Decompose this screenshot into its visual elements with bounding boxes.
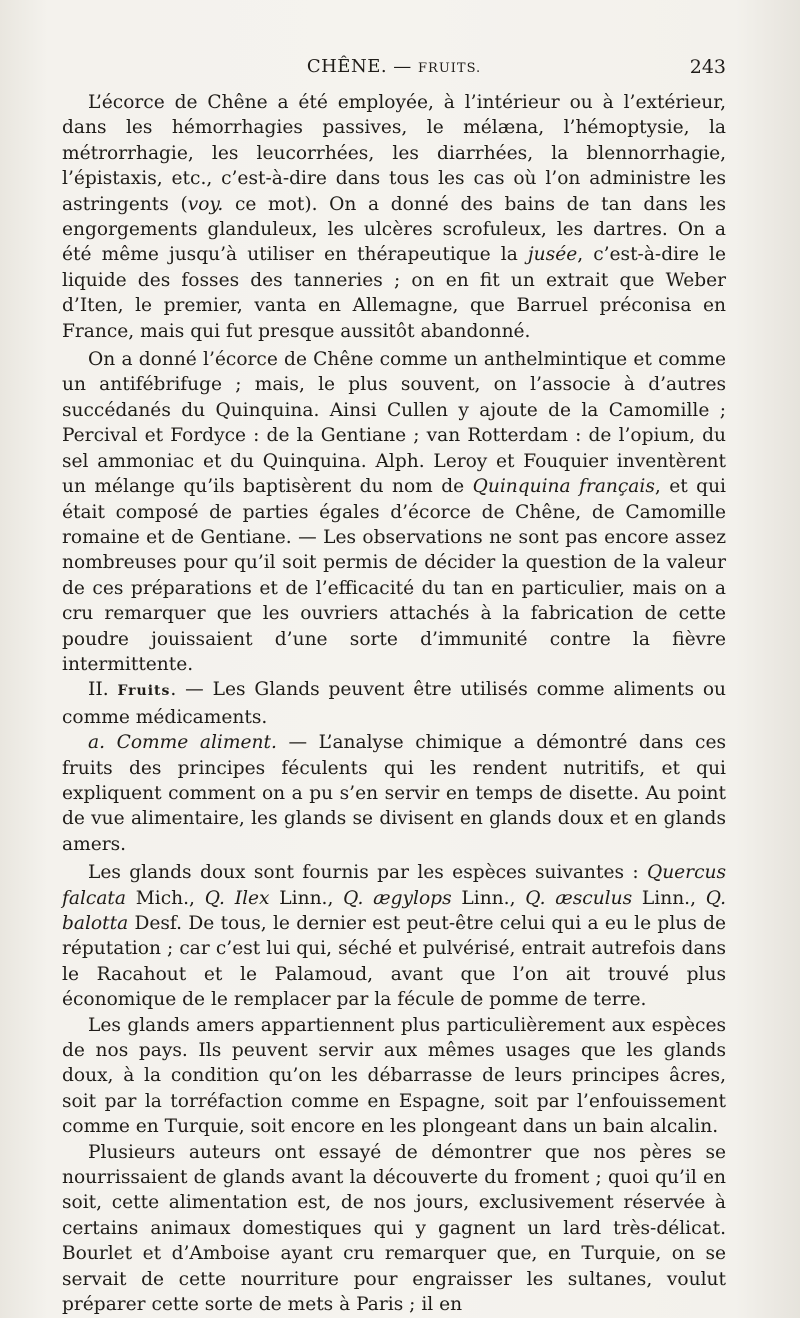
italic-text: Q. æsculus [525, 887, 633, 909]
paragraph [62, 1140, 726, 1318]
text-run: Desf. De tous, le dernier est peut-être celui qui a eu le plus de réputation ; car c’est lui qui, séché et pulvérisé, entrait autrefois dans le Racahout et le Palamoud, avant que l’on ait trouvé plus économique de le remplacer par la fécule de pomme de terre. [62, 913, 726, 1011]
paragraph [62, 90, 726, 344]
text-run: Plusieurs auteurs ont essayé de démontrer que nos pères se nourrissaient de glands avant la découverte du froment ; quoi qu’il en soit, cette alimentation est, de nos jours, exclusivement réservée à certains animaux domestiques qui y gagnent un lard très-délicat. Bourlet et d’Amboise ayant cru remarquer que, en Turquie, on se servait de cette nourriture pour engraisser les sultanes, voulut préparer cette sorte de mets à Paris ; il en [62, 1141, 726, 1316]
text-run: II. [88, 679, 118, 701]
paragraph [62, 860, 726, 1012]
italic-text: Quercus falcata [62, 862, 726, 909]
italic-text: Q. Ilex [204, 887, 270, 909]
text-run: , et qui était composé de parties égales d’écorce de Chêne, de Camomille romaine et de Gentiane. — Les observations ne sont pas encore assez nombreuses pour qu’il soit permis de décider la question de la valeur de ces préparations et de l’efficacité du tan en particulier, mais on a cru remarquer que les ouvriers attachés à la fabrication de cette poudre jouissaient d’une sorte d’immunité contre la fièvre intermittente. [62, 476, 726, 675]
italic-text: voy. [187, 193, 224, 215]
text-run: On a donné l’écorce de Chêne comme un anthelmintique et comme un antifébrifuge ; mais, le plus souvent, on l’associe à d’autres succédanés du Quinquina. Ainsi Cullen y ajoute de la Camomille ; Percival et Fordyce : de la Gentiane ; van Rotterdam : de l’opium, du sel ammoniac et du Quinquina. Alph. Leroy et Fouquier inventèrent un mélange qu’ils baptisèrent du nom de [62, 349, 726, 498]
running-title [62, 56, 726, 77]
text-run: Linn., [451, 887, 526, 909]
running-title-section: FRUITS. [418, 61, 482, 76]
text-run: Linn., [269, 887, 344, 909]
text-run: ce mot). On a donné des bains de tan dans les engorgements glanduleux, les ulcères scrofuleux, les dartres. On a été même jusqu’à utiliser en thérapeutique la [62, 193, 726, 266]
text-run: Mich., [125, 887, 205, 909]
text-run: , c’est-à-dire le liquide des fosses des tanneries ; on en fit un extrait que Weber d’Iten, le premier, vanta en Allemagne, que Barruel préconisa en France, mais qui fut presque aussitôt abandonné. [62, 244, 726, 342]
section-heading-paragraph [62, 677, 726, 730]
paragraph [62, 1013, 726, 1140]
text-run: — L’analyse chimique a démontré dans ces fruits des principes féculents qui les rendent nutritifs, et qui expliquent comment on a pu s’en servir en temps de disette. Au point de vue alimentaire, les glands se divisent en glands doux et en glands amers. [62, 732, 726, 855]
italic-text: jusée [527, 244, 578, 266]
section-heading: Fruits [117, 683, 171, 700]
italic-text: Q. ægylops [343, 887, 452, 909]
running-title-main: CHÊNE. — [306, 56, 412, 77]
paragraph [62, 730, 726, 857]
page-number: 243 [689, 56, 726, 78]
running-header [62, 54, 726, 84]
paragraph [62, 347, 726, 677]
text-run: L’écorce de Chêne a été employée, à l’intérieur ou à l’extérieur, dans les hémorrhagies passives, le mélæna, l’hémoptysie, la métrorrhagie, les leucorrhées, les diarrhées, la blennorrhagie, l’épistaxis, etc., c’est-à-dire dans tous les cas où l’on administre les astringents ( [62, 92, 726, 215]
text-run: Les glands doux sont fournis par les espèces suivantes : [88, 862, 647, 884]
text-run: Linn., [632, 887, 706, 909]
italic-text: Quinquina français [472, 476, 655, 498]
body-text [62, 90, 726, 1318]
text-run: . — Les Glands peuvent être utilisés comme aliments ou comme médicaments. [62, 679, 727, 728]
italic-text: Q. balotta [62, 887, 727, 934]
text-run: Les glands amers appartiennent plus particulièrement aux espèces de nos pays. Ils peuvent servir aux mêmes usages que les glands doux, à la condition qu’on les débarrasse de leurs principes âcres, soit par la torréfaction comme en Espagne, soit par l’enfouissement comme en Turquie, soit encore en les plongeant dans un bain alcalin. [62, 1014, 726, 1138]
italic-text: a. Comme aliment. [88, 732, 277, 754]
